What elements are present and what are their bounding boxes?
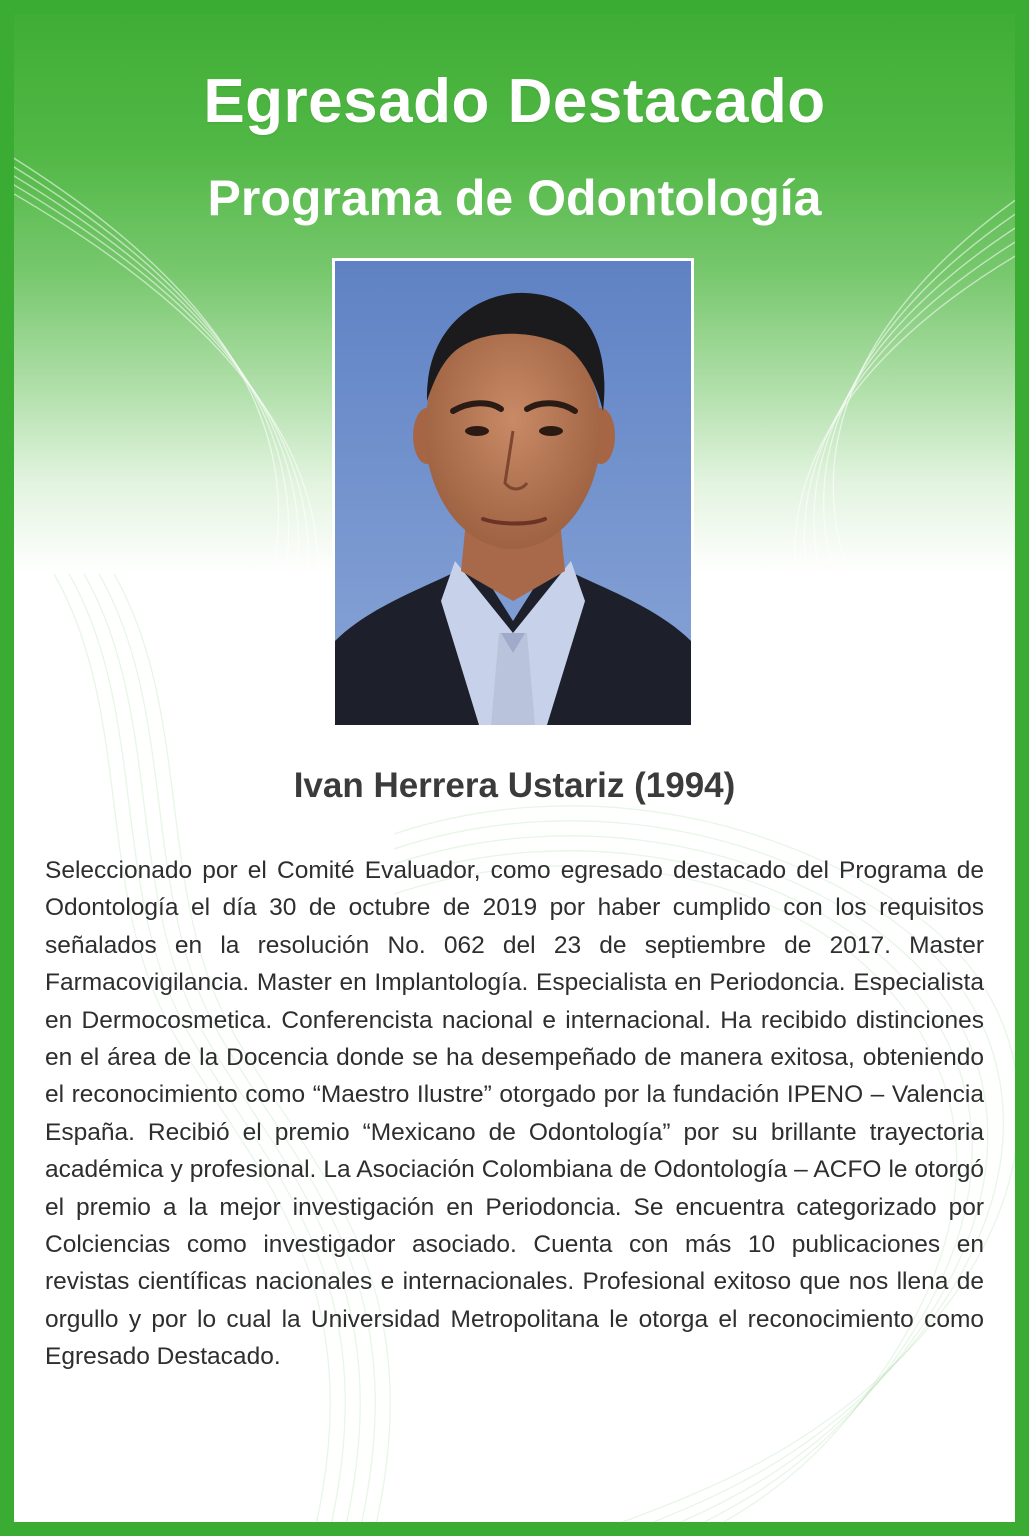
poster-title: Egresado Destacado xyxy=(203,67,826,136)
program-subtitle: Programa de Odontología xyxy=(207,170,822,226)
portrait-illustration xyxy=(335,261,691,725)
portrait-photo xyxy=(332,258,694,728)
bio-paragraph: Seleccionado por el Comité Evaluador, como egresado destacado del Programa de Odontología el día 30 de octubre de 2019 por haber cumplido con los requisitos señalados en la resolución No. 062 del 23 de septiembre de 2017. Master Farmacovigilancia. Master en Implantología. Especialista en Periodoncia. Especialista en Dermocosmetica. Conferencista nacional e internacional. Ha recibido distinciones en el área de la Docencia donde se ha desempeñado de manera exitosa, obteniendo el reconocimiento como “Maestro Ilustre” otorgado por la fundación IPENO – Valencia España. Recibió el premio “Mexicano de Odontología” por su brillante trayectoria académica y profesional. La Asociación Colombiana de Odontología – ACFO le otorgó el premio a la mejor investigación en Periodoncia. Se encuentra categorizado por Colciencias como investigador asociado. Cuenta con más 10 publicaciones en revistas científicas nacionales e internacionales. Profesional exitoso que nos llena de orgullo y por lo cual la Universidad Metropolitana le otorga el reconocimiento como Egresado Destacado. xyxy=(45,857,984,1371)
graduate-name: Ivan Herrera Ustariz (1994) xyxy=(293,766,736,805)
